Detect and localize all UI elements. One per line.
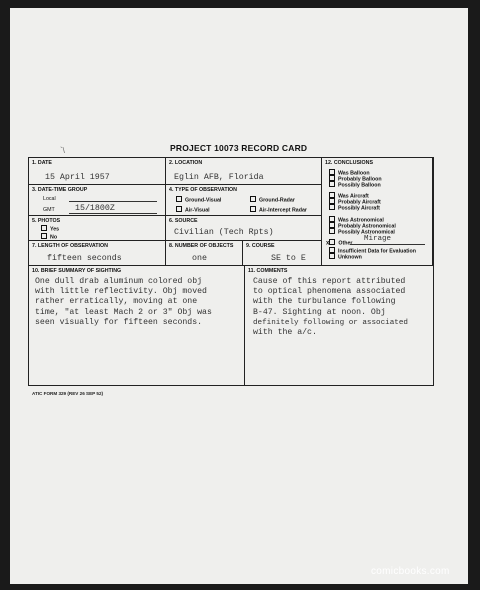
photos-label: 5. PHOTOS — [32, 218, 61, 224]
course-value: SE to E — [271, 254, 306, 263]
conclusion-was-aircraft: Was Aircraft — [329, 192, 369, 200]
source-label: 6. SOURCE — [169, 218, 198, 224]
checkbox-icon — [329, 239, 335, 245]
conclusion-possibly-balloon: Possibly Balloon — [329, 181, 381, 189]
watermark: comicbooks.com — [371, 566, 450, 577]
conclusion-other-value: Mirage — [364, 235, 392, 243]
form-number: ATIC FORM 329 (REV 26 SEP 52) — [32, 391, 104, 396]
summary-label: 10. BRIEF SUMMARY OF SIGHTING — [32, 268, 122, 274]
card-title: PROJECT 10073 RECORD CARD — [170, 143, 308, 153]
comments-label: 11. COMMENTS — [248, 268, 288, 274]
checkbox-icon — [329, 181, 335, 187]
checkbox-icon — [41, 233, 47, 239]
ground-visual-option: Ground-Visual — [176, 196, 221, 204]
objects-cell — [166, 241, 243, 266]
conclusion-was-astronomical: Was Astronomical — [329, 216, 384, 224]
checkbox-icon — [176, 196, 182, 202]
conclusion-was-balloon: Was Balloon — [329, 169, 370, 177]
record-card — [28, 157, 434, 386]
air-visual-option: Air-Visual — [176, 206, 210, 214]
conclusions-label: 12. CONCLUSIONS — [325, 160, 373, 166]
conclusion-possibly-astronomical: Possibly Astronomical — [329, 228, 395, 236]
objects-label: 8. NUMBER OF OBJECTS — [169, 243, 234, 249]
location-value: Eglin AFB, Florida — [174, 173, 264, 182]
gmt-value: 15/1800Z — [75, 204, 115, 213]
comments-line: B-47. Sighting at noon. Obj — [253, 307, 386, 317]
checkbox-icon — [250, 196, 256, 202]
conclusion-probably-astronomical: Probably Astronomical — [329, 222, 396, 230]
dtg-cell — [29, 185, 166, 216]
other-line — [350, 244, 425, 245]
gmt-label: GMT — [43, 207, 55, 213]
observation-type-label: 4. TYPE OF OBSERVATION — [169, 187, 237, 193]
checkbox-icon — [329, 253, 335, 259]
page-mark: `\ — [60, 146, 65, 155]
checkbox-icon — [329, 204, 335, 210]
checkbox-icon — [329, 228, 335, 234]
summary-cell — [29, 266, 245, 385]
comments-line: to optical phenomena associated — [253, 287, 406, 297]
conclusion-insufficient-data: Insufficient Data for Evaluation — [329, 247, 416, 255]
objects-value: one — [192, 254, 207, 263]
source-cell — [166, 216, 322, 241]
conclusion-unknown: Unknown — [329, 253, 362, 261]
date-value: 15 April 1957 — [45, 173, 110, 182]
gmt-line — [69, 213, 157, 214]
local-label: Local — [43, 196, 56, 202]
source-value: Civilian (Tech Rpts) — [174, 228, 274, 237]
conclusion-other: x Other — [326, 240, 353, 247]
conclusion-possibly-aircraft: Possibly Aircraft — [329, 204, 380, 212]
checkbox-icon — [250, 206, 256, 212]
course-label: 9. COURSE — [246, 243, 275, 249]
location-cell — [166, 158, 322, 185]
conclusion-probably-balloon: Probably Balloon — [329, 175, 382, 183]
summary-line: One dull drab aluminum colored obj — [35, 277, 203, 286]
comments-line: with the turbulance following — [253, 297, 396, 307]
conclusion-probably-aircraft: Probably Aircraft — [329, 198, 381, 206]
observation-type-cell — [166, 185, 322, 216]
date-label: 1. DATE — [32, 160, 52, 166]
photos-cell — [29, 216, 166, 241]
comments-cell — [245, 266, 433, 385]
ground-radar-option: Ground-Radar — [250, 196, 295, 204]
summary-line: time, "at least Mach 2 or 3" Obj was — [35, 307, 212, 317]
air-intercept-radar-option: Air-Intercept Radar — [250, 206, 307, 214]
length-label: 7. LENGTH OF OBSERVATION — [32, 243, 108, 249]
checkbox-icon — [41, 225, 47, 231]
checkbox-icon — [176, 206, 182, 212]
length-value: fifteen seconds — [47, 254, 122, 263]
summary-line: with little reflectivity. Obj moved — [35, 287, 207, 297]
comments-line: with the a/c. — [253, 328, 317, 337]
summary-line: seen visually for fifteen seconds. — [35, 317, 203, 327]
course-cell — [243, 241, 322, 266]
photos-no-option: No — [41, 233, 57, 241]
summary-line: rather erratically, moving at one — [35, 297, 198, 307]
location-label: 2. LOCATION — [169, 160, 203, 166]
length-cell — [29, 241, 166, 266]
local-line — [69, 201, 157, 202]
photos-yes-option: Yes — [41, 225, 59, 233]
date-cell — [29, 158, 166, 185]
comments-line: definitely following or associated — [253, 318, 408, 327]
dtg-label: 3. DATE-TIME GROUP — [32, 187, 88, 193]
conclusions-cell — [322, 158, 433, 266]
comments-line: Cause of this report attributed — [253, 277, 406, 286]
